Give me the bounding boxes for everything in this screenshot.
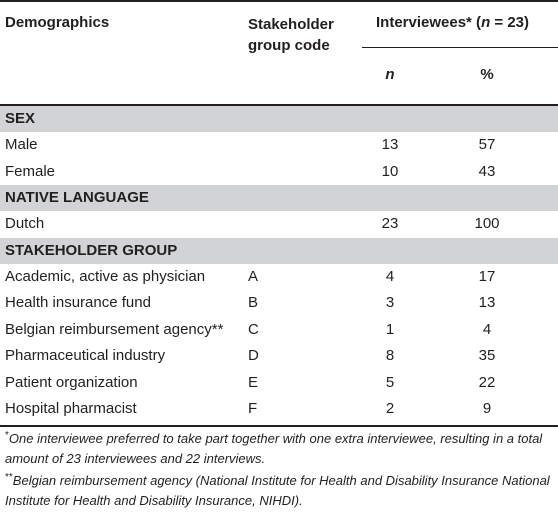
table-row <box>0 132 558 159</box>
table-footnotes <box>5 429 553 513</box>
row-percent: 100 <box>474 215 500 232</box>
section-stakeholder-group: STAKEHOLDER GROUP <box>0 238 558 264</box>
header-interviewees-prefix: Interviewees* ( <box>376 14 482 31</box>
row-label: Hospital pharmacist <box>5 400 137 417</box>
row-percent: 57 <box>478 136 496 153</box>
row-code: A <box>248 267 259 285</box>
table-row <box>0 317 558 344</box>
header-interviewees <box>376 14 529 31</box>
footnote-2 <box>5 471 553 511</box>
row-n: 3 <box>385 294 395 311</box>
header-demographics: Demographics <box>5 14 110 31</box>
row-percent: 43 <box>478 162 496 180</box>
row-percent: 22 <box>478 373 496 391</box>
table-row <box>0 343 558 370</box>
header-stakeholder-code: Stakeholder group code <box>248 16 334 54</box>
row-label: Pharmaceutical industry <box>5 347 166 364</box>
row-percent: 9 <box>482 400 492 417</box>
section-native-language: NATIVE LANGUAGE <box>0 185 558 211</box>
header-n: n <box>385 66 395 83</box>
table-row <box>0 211 558 238</box>
table-row <box>0 370 558 397</box>
footnote-2-text: Belgian reimbursement agency (National Institute for Health and Disability Insurance National Institute for Health and Disability Insurance, NIHDI). <box>5 473 550 508</box>
footnote-2-mark: ** <box>5 472 13 483</box>
row-label: Academic, active as physician <box>5 267 206 285</box>
row-code: C <box>248 320 259 338</box>
table-bottom-rule <box>0 425 558 427</box>
row-label: Male <box>5 136 38 153</box>
table-row <box>0 290 558 317</box>
header-interviewees-suffix: = 23) <box>490 14 530 31</box>
row-n: 5 <box>385 373 395 391</box>
row-percent: 13 <box>478 294 496 311</box>
footnote-1 <box>5 429 553 469</box>
row-n: 13 <box>381 136 399 153</box>
row-percent: 35 <box>478 347 496 364</box>
row-label: Health insurance fund <box>5 294 151 311</box>
row-label: Female <box>5 162 56 180</box>
row-label: Dutch <box>5 215 45 232</box>
row-code: D <box>248 347 259 364</box>
header-percent: % <box>480 66 494 83</box>
row-n: 4 <box>385 267 395 285</box>
table-row <box>0 159 558 186</box>
row-percent: 4 <box>482 320 492 338</box>
row-n: 23 <box>381 215 399 232</box>
row-n: 10 <box>381 162 399 180</box>
header-divider <box>362 47 558 48</box>
footnote-1-mark: * <box>5 430 9 441</box>
header-interviewees-n: n <box>481 14 491 31</box>
row-n: 1 <box>385 320 395 338</box>
row-code: E <box>248 373 259 391</box>
row-n: 8 <box>385 347 395 364</box>
footnote-1-text: One interviewee preferred to take part together with one extra interviewee, resulting in a total amount of 23 interviewees and 22 interviews. <box>5 431 543 466</box>
row-code: B <box>248 294 259 311</box>
row-n: 2 <box>385 400 395 417</box>
row-label: Belgian reimbursement agency** <box>5 320 224 338</box>
row-percent: 17 <box>478 267 496 285</box>
table-row <box>0 264 558 291</box>
table-row <box>0 396 558 423</box>
table-header <box>0 0 558 104</box>
section-sex: SEX <box>0 106 558 132</box>
row-label: Patient organization <box>5 373 138 391</box>
row-code: F <box>248 400 258 417</box>
